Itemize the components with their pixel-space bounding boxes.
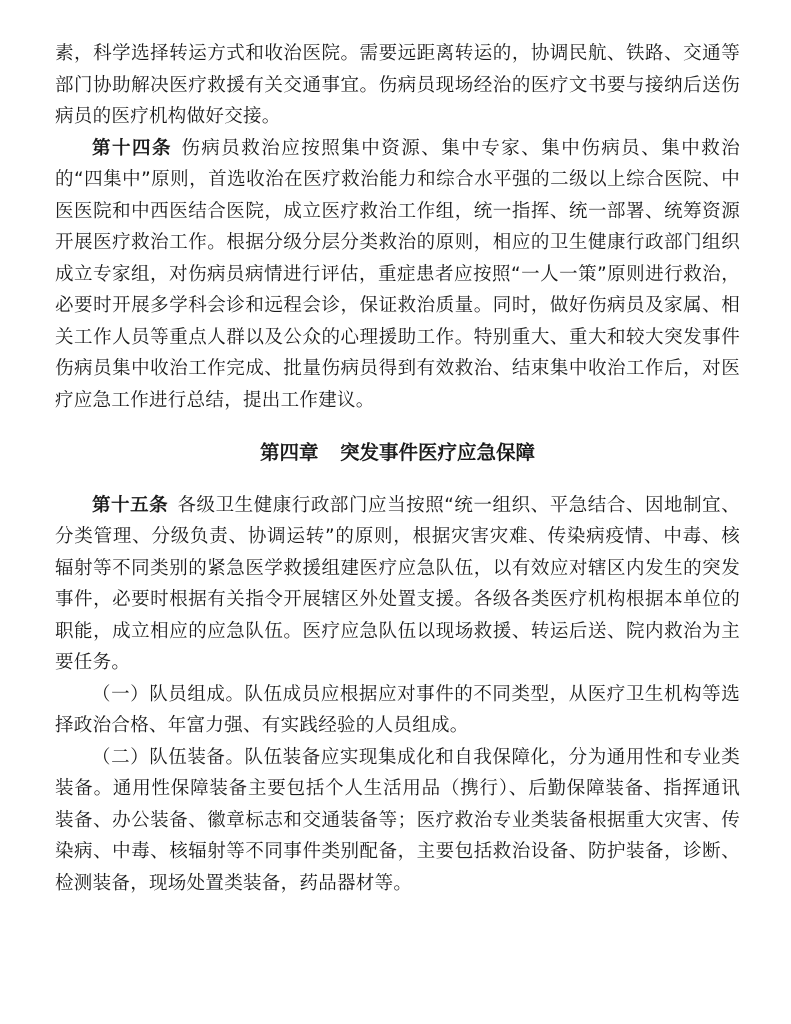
chapter-number: 第四章 [260, 441, 319, 464]
paragraph-text: 各级卫生健康行政部门应当按照“统一组织、平急结合、因地制宜、分类管理、分级负责、协调运转”的原则，根据灾害灾难、传染病疫情、中毒、核辐射等不同类别的紧急医学救援组建医疗应急队伍，以有效应对辖区内发生的突发事件，必要时根据有关指令开展辖区外处置支援。各级各类医疗机构根据本单位的职能，成立相应的应急队伍。医疗应急队伍以现场救援、转运后送、院内救治为主要任务。 [55, 494, 740, 673]
paragraph-continuation [55, 38, 740, 133]
article-number: 第十四条 [92, 137, 172, 159]
article-number: 第十五条 [92, 494, 169, 516]
list-item-team-members [55, 679, 740, 742]
paragraph-text: 伤病员救治应按照集中资源、集中专家、集中伤病员、集中救治的“四集中”原则，首选收治在医疗救治能力和综合水平强的二级以上综合医院、中医医院和中西医结合医院，成立医疗救治工作组，统一指挥、统一部署、统筹资源开展医疗救治工作。根据分级分层分类救治的原则，相应的卫生健康行政部门组织成立专家组，对伤病员病情进行评估，重症患者应按照“一人一策”原则进行救治，必要时开展多学科会诊和远程会诊，保证救治质量。同时，做好伤病员及家属、相关工作人员等重点人群以及公众的心理援助工作。特别重大、重大和较大突发事件伤病员集中收治工作完成、批量伤病员得到有效救治、结束集中收治工作后，对医疗应急工作进行总结，提出工作建议。 [55, 137, 741, 411]
article-14 [55, 133, 740, 417]
document-page [55, 38, 740, 899]
list-item-team-equipment [55, 742, 740, 900]
chapter-title: 突发事件医疗应急保障 [339, 441, 535, 464]
paragraph-text: （二）队伍装备。队伍装备应实现集成化和自我保障化，分为通用性和专业类装备。通用性保障装备主要包括个人生活用品（携行）、后勤保障装备、指挥通讯装备、办公装备、徽章标志和交通装备等；医疗救治专业类装备根据重大灾害、传染病、中毒、核辐射等不同事件类别配备，主要包括救治设备、防护装备，诊断、检测装备，现场处置类装备，药品器材等。 [55, 746, 740, 894]
paragraph-text: 素，科学选择转运方式和收治医院。需要远距离转运的，协调民航、铁路、交通等部门协助解决医疗救援有关交通事宜。伤病员现场经治的医疗文书要与接纳后送伤病员的医疗机构做好交接。 [55, 43, 740, 127]
article-15 [55, 490, 740, 679]
paragraph-text: （一）队员组成。队伍成员应根据应对事件的不同类型，从医疗卫生机构等选择政治合格、年富力强、有实践经验的人员组成。 [55, 683, 740, 736]
chapter-heading [55, 437, 740, 469]
